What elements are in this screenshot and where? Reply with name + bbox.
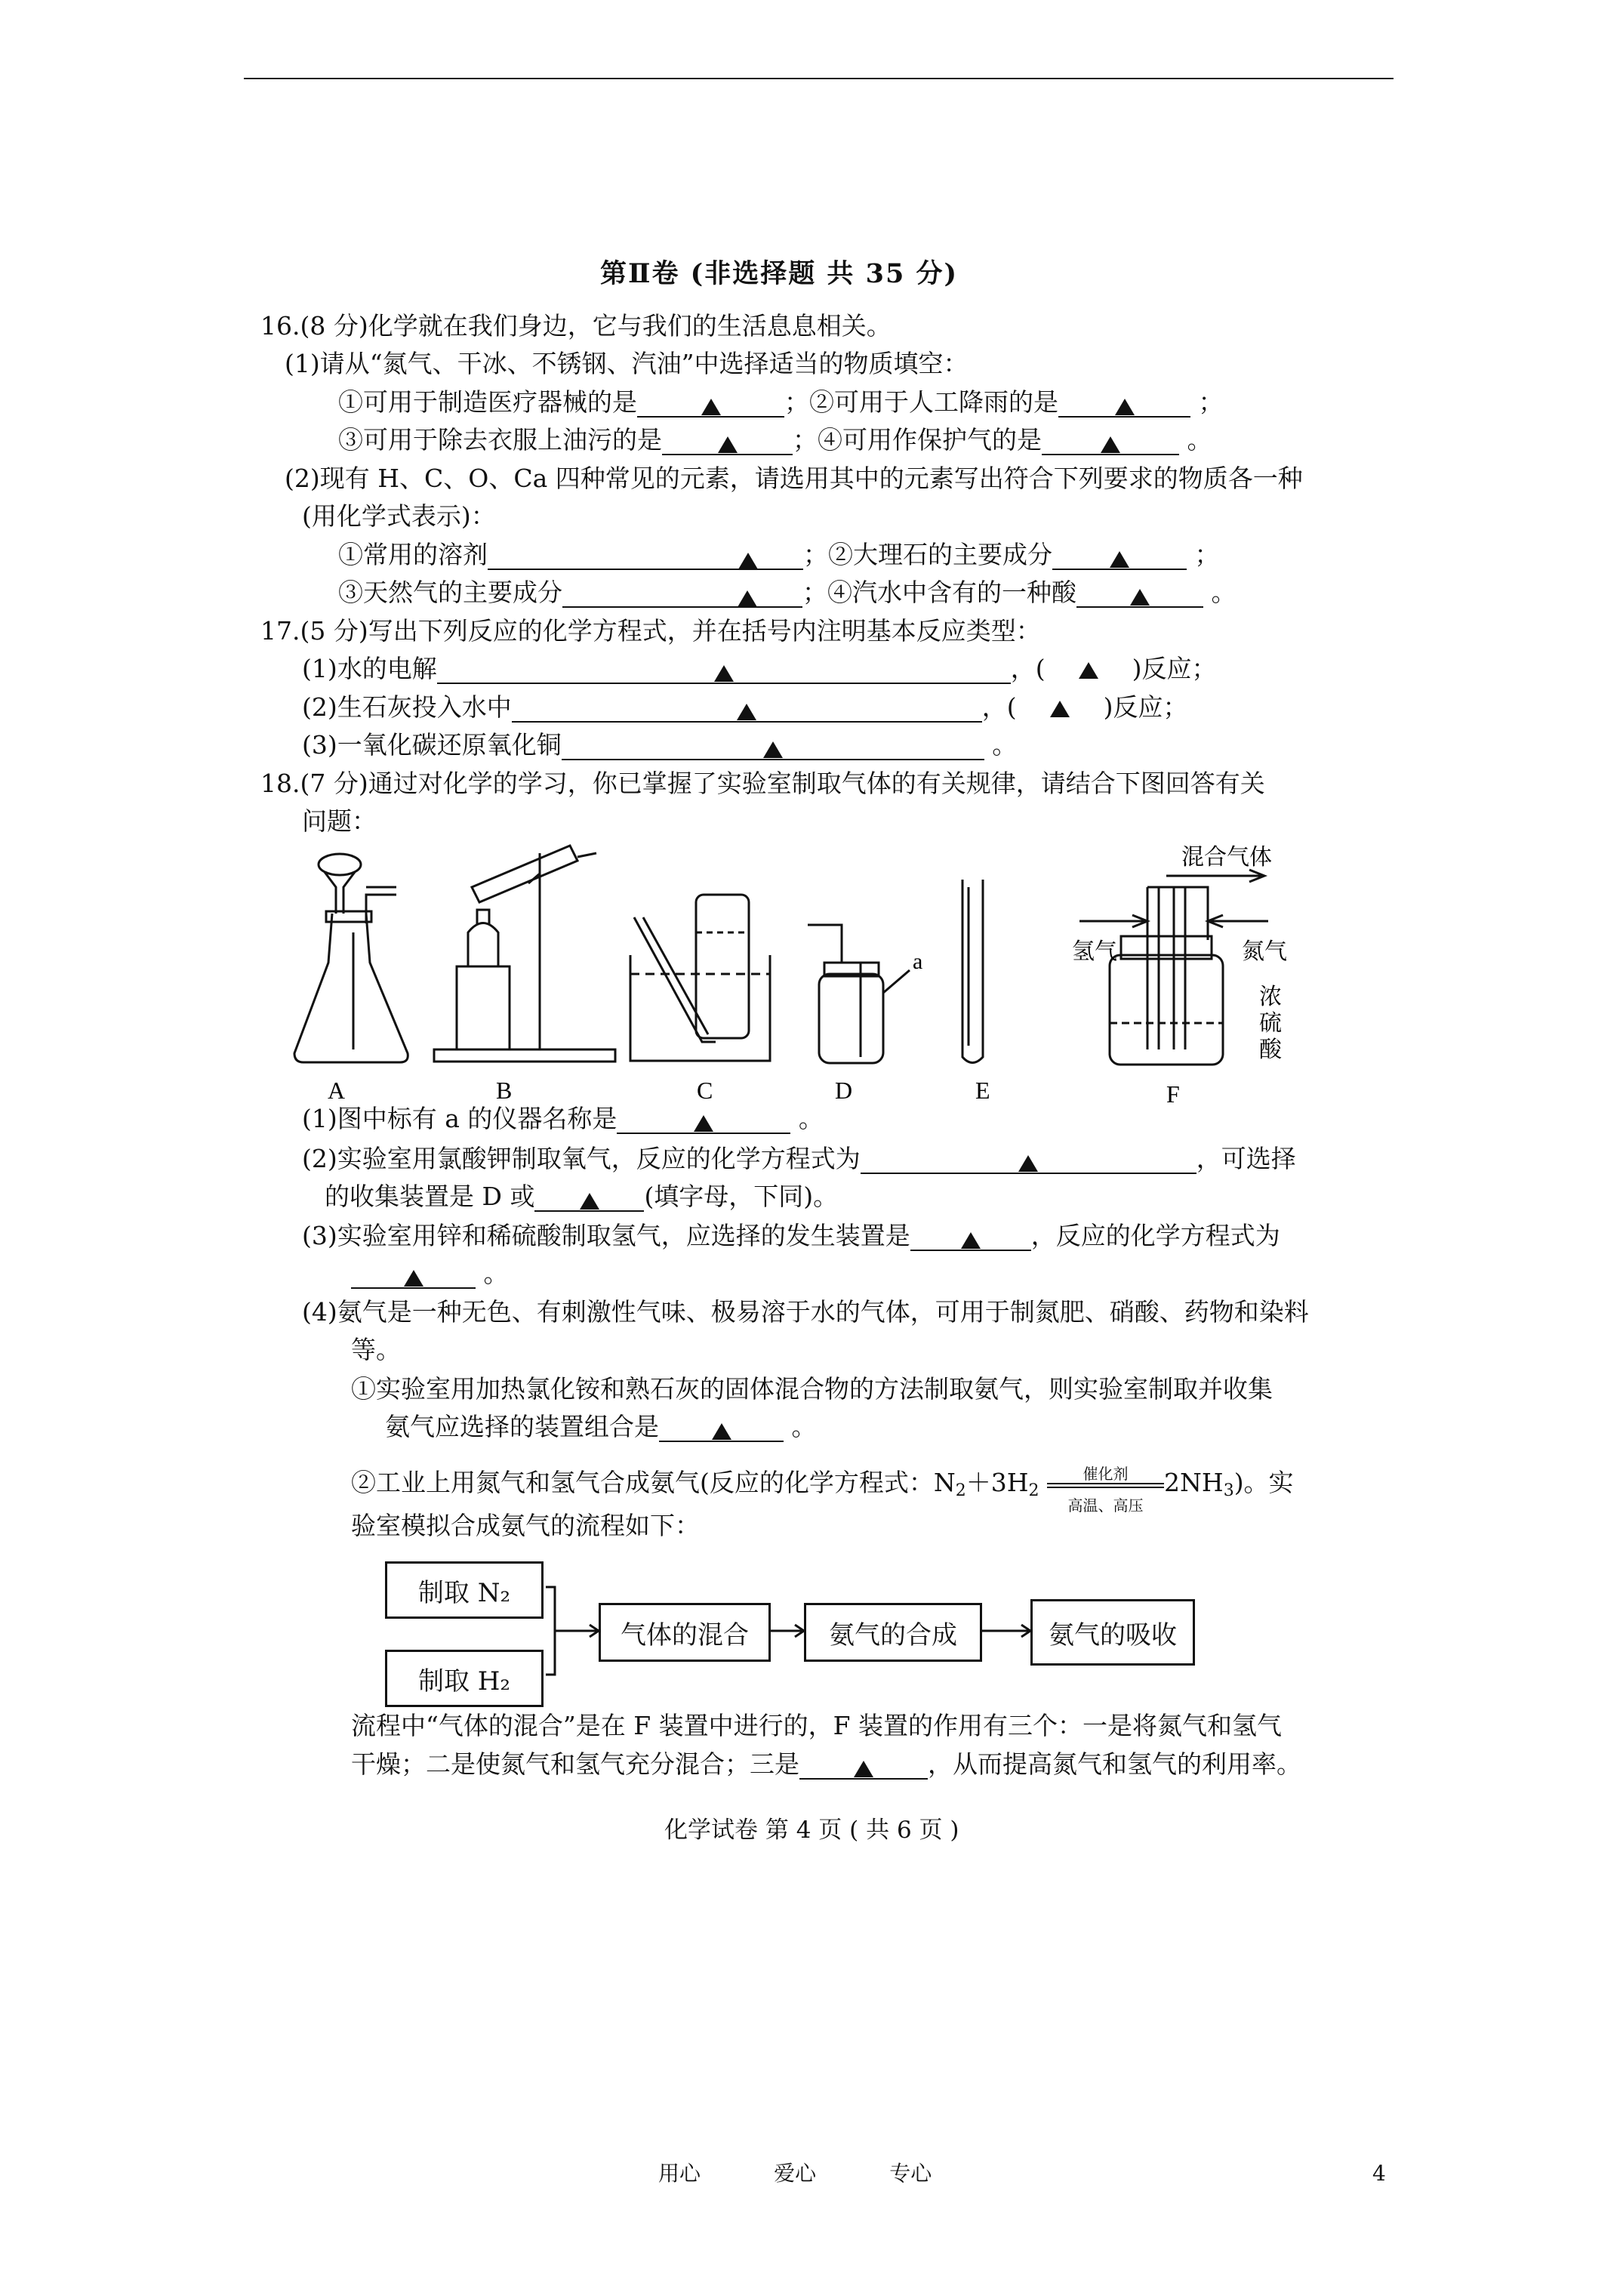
q18-p3-tail: ，反应的化学方程式为 xyxy=(1030,1221,1280,1250)
q18-p4a-row2 xyxy=(385,1412,817,1442)
answer-blank[interactable] xyxy=(799,1752,928,1780)
q18-p4b-row1 xyxy=(351,1465,1294,1515)
triangle-icon xyxy=(1079,662,1098,679)
q18-p3-text: (3)实验室用锌和稀硫酸制取氢气，应选择的发生装置是 xyxy=(302,1221,910,1250)
q18-p4b-2: 验室模拟合成氨气的流程如下： xyxy=(351,1511,700,1540)
q18-p2-2b: (填字母，下同)。 xyxy=(644,1182,839,1211)
q16-p1-row1 xyxy=(338,387,1224,418)
label-acid-3: 酸 xyxy=(1259,1037,1282,1062)
answer-blank[interactable] xyxy=(534,1185,644,1212)
q16-p2-b1-text: ③天然气的主要成分 xyxy=(338,578,562,607)
period: 。 xyxy=(1203,578,1236,607)
page-number: 4 xyxy=(1372,2161,1386,2186)
equals-line-top xyxy=(1047,1483,1164,1484)
flow-step-gas-mixing: 气体的混合 xyxy=(599,1603,771,1662)
q16-p1-b1-text: ③可用于除去衣服上油污的是 xyxy=(338,425,662,455)
q17-l2-text: (2)生石灰投入水中 xyxy=(302,692,512,722)
answer-blank[interactable] xyxy=(562,582,802,608)
q18-p2-row2 xyxy=(325,1182,838,1212)
period: 。 xyxy=(790,1104,824,1133)
label-n2: 氮气 xyxy=(1242,939,1287,964)
subscript: 2 xyxy=(955,1481,966,1500)
semicolon: ； xyxy=(1190,387,1224,417)
triangle-icon xyxy=(1101,436,1120,453)
answer-blank[interactable] xyxy=(617,1107,790,1134)
q18-p2-2a: 的收集装置是 D 或 xyxy=(325,1182,535,1211)
flow-step-make-n2: 制取 N₂ xyxy=(385,1561,544,1619)
fig-label-a: A xyxy=(328,1077,346,1104)
q18-p4b-1a: ②工业上用氮气和氢气合成氨气(反应的化学方程式：N xyxy=(351,1468,956,1497)
triangle-icon xyxy=(718,436,738,453)
q18-p4a-1: ①实验室用加热氯化铵和熟石灰的固体混合物的方法制取氨气，则实验室制取并收集 xyxy=(351,1374,1273,1404)
apparatus-c xyxy=(630,895,770,1061)
q18-tail-2b: ，从而提高氮气和氢气的利用率。 xyxy=(928,1749,1301,1779)
answer-blank[interactable] xyxy=(662,428,793,455)
q16-p2-a1-text: ①常用的溶剂 xyxy=(338,540,488,569)
q18-p4a-2: 氨气应选择的装置组合是 xyxy=(385,1412,659,1441)
section-title: 第Ⅱ卷 (非选择题 共 35 分) xyxy=(600,258,959,289)
fig-label-d: D xyxy=(835,1077,853,1104)
apparatus-f xyxy=(1079,870,1268,1065)
motto-1: 用心 xyxy=(658,2161,701,2186)
fig-label-f: F xyxy=(1166,1080,1180,1108)
q16-p2-row2 xyxy=(338,578,1236,608)
semicolon: ； xyxy=(1187,540,1220,569)
triangle-icon xyxy=(712,1423,731,1440)
period: 。 xyxy=(784,1412,817,1441)
answer-blank[interactable] xyxy=(659,1415,784,1442)
answer-blank[interactable] xyxy=(637,390,784,418)
q18-p3-row1 xyxy=(302,1221,1280,1251)
q17-row1 xyxy=(302,654,1217,684)
q16-p1-a2-text: ；②可用于人工降雨的是 xyxy=(784,387,1058,417)
triangle-icon xyxy=(1050,701,1070,717)
triangle-icon xyxy=(580,1193,599,1210)
equals-line-bottom xyxy=(1047,1487,1164,1488)
q16-p2-a2-text: ；②大理石的主要成分 xyxy=(803,540,1052,569)
paren-close: )反应； xyxy=(1103,692,1188,722)
q18-p2-tail: ，可选择 xyxy=(1196,1144,1296,1173)
answer-blank[interactable] xyxy=(562,733,984,760)
q16-p2-intro-2: (用化学式表示)： xyxy=(302,501,496,531)
q16-p2-intro-1: (2)现有 H、C、O、Ca 四种常见的元素，请选用其中的元素写出符合下列要求的物质各一种 xyxy=(285,464,1303,493)
triangle-icon xyxy=(737,704,756,720)
motto-3: 专心 xyxy=(889,2161,932,2186)
apparatus-b xyxy=(434,846,615,1062)
triangle-icon xyxy=(854,1761,873,1777)
q16-p1-intro: (1)请从“氮气、干冰、不锈钢、汽油”中选择适当的物质填空： xyxy=(285,349,969,378)
paren-open: ，( xyxy=(1010,654,1046,683)
q16-p1-b2-text: ；④可用作保护气的是 xyxy=(793,425,1042,455)
triangle-icon xyxy=(1110,551,1129,568)
q18-p1 xyxy=(302,1104,824,1134)
q18-tail-2a: 干燥；二是使氮气和氢气充分混合；三是 xyxy=(351,1749,799,1779)
paren-close: )反应； xyxy=(1132,654,1217,683)
subscript: 3 xyxy=(1223,1481,1234,1500)
label-h2: 氢气 xyxy=(1072,939,1117,964)
triangle-icon xyxy=(404,1270,423,1287)
answer-blank[interactable] xyxy=(512,695,982,723)
answer-blank[interactable] xyxy=(488,544,803,570)
q18-tail-row2 xyxy=(351,1749,1301,1780)
period: 。 xyxy=(984,730,1018,760)
q18-tail-1: 流程中“气体的混合”是在 F 装置中进行的，F 装置的作用有三个：一是将氮气和氢气 xyxy=(351,1711,1283,1740)
q16-p1-row2 xyxy=(338,425,1212,455)
triangle-icon xyxy=(738,590,757,607)
q18-p2-row1 xyxy=(302,1144,1296,1174)
q18-stem-2: 问题： xyxy=(302,806,377,836)
q17-stem: 17.(5 分)写出下列反应的化学方程式，并在括号内注明基本反应类型： xyxy=(260,616,1041,646)
q18-p4b-1c: 2NH xyxy=(1164,1468,1224,1497)
fig-label-c: C xyxy=(697,1077,713,1104)
fig-label-b: B xyxy=(496,1077,513,1104)
q18-p3-row2 xyxy=(351,1259,509,1289)
period: 。 xyxy=(1179,425,1212,455)
q16-p1-a1-text: ①可用于制造医疗器械的是 xyxy=(338,387,637,417)
condition-label: 高温、高压 xyxy=(1067,1496,1144,1515)
triangle-icon xyxy=(701,399,721,415)
answer-blank[interactable] xyxy=(861,1147,1196,1174)
label-a: a xyxy=(913,949,923,974)
flow-step-ammonia-synthesis: 氨气的合成 xyxy=(804,1603,982,1662)
motto-2: 爱心 xyxy=(774,2161,817,2186)
paper-footer: 化学试卷 第 4 页 ( 共 6 页 ) xyxy=(664,1817,959,1844)
q18-p4b-1d: )。实 xyxy=(1233,1468,1294,1497)
catalyst-label: 催化剂 xyxy=(1083,1465,1129,1483)
q18-p1-text: (1)图中标有 a 的仪器名称是 xyxy=(302,1104,617,1133)
plus-3h: ＋3H xyxy=(965,1468,1029,1497)
answer-blank[interactable] xyxy=(351,1262,476,1289)
q16-p2-b2-text: ；④汽水中含有的一种酸 xyxy=(802,578,1076,607)
reaction-arrow xyxy=(1047,1465,1164,1515)
answer-blank[interactable] xyxy=(910,1224,1031,1251)
reaction-type-blank[interactable] xyxy=(1046,654,1132,684)
answer-blank[interactable] xyxy=(1076,581,1203,608)
q18-p4-1: (4)氨气是一种无色、有刺激性气味、极易溶于水的气体，可用于制氮肥、硝酸、药物和染料 xyxy=(302,1297,1309,1327)
q18-p2-text: (2)实验室用氯酸钾制取氧气，反应的化学方程式为 xyxy=(302,1144,861,1173)
answer-blank[interactable] xyxy=(437,657,1011,684)
q17-row2 xyxy=(302,692,1188,723)
triangle-icon xyxy=(738,553,758,569)
label-acid-2: 硫 xyxy=(1259,1011,1282,1036)
subscript: 2 xyxy=(1028,1481,1039,1500)
motto xyxy=(658,2157,1001,2187)
apparatus-a xyxy=(294,854,408,1062)
label-acid-1: 浓 xyxy=(1259,985,1282,1009)
triangle-icon xyxy=(694,1115,713,1132)
period: 。 xyxy=(476,1259,509,1288)
q17-l1-text: (1)水的电解 xyxy=(302,654,437,683)
paren-open: ，( xyxy=(981,692,1017,722)
apparatus-d xyxy=(808,925,910,1063)
answer-blank[interactable] xyxy=(1052,543,1187,570)
flow-step-ammonia-absorption: 氨气的吸收 xyxy=(1030,1599,1195,1666)
apparatus-e xyxy=(962,880,983,1063)
answer-blank[interactable] xyxy=(1058,390,1190,418)
q18-stem-1: 18.(7 分)通过对化学的学习，你已掌握了实验室制取气体的有关规律，请结合下图回答有关 xyxy=(260,769,1265,798)
apparatus-figure xyxy=(279,842,1374,1114)
answer-blank[interactable] xyxy=(1042,428,1179,455)
label-mixed-gas: 混合气体 xyxy=(1181,845,1272,870)
triangle-icon xyxy=(1115,399,1135,415)
q17-row3 xyxy=(302,730,1017,760)
triangle-icon xyxy=(1130,589,1150,606)
triangle-icon xyxy=(763,741,783,758)
triangle-icon xyxy=(714,665,734,682)
top-rule xyxy=(244,78,1394,79)
triangle-icon xyxy=(1018,1155,1038,1172)
flow-step-make-h2: 制取 H₂ xyxy=(385,1650,544,1707)
reaction-type-blank[interactable] xyxy=(1017,692,1104,723)
q17-l3-text: (3)一氧化碳还原氧化铜 xyxy=(302,730,562,760)
q18-p4-2: 等。 xyxy=(351,1335,401,1364)
fig-label-e: E xyxy=(975,1077,990,1104)
q16-stem: 16.(8 分)化学就在我们身边，它与我们的生活息息相关。 xyxy=(260,311,892,341)
triangle-icon xyxy=(961,1232,981,1249)
q16-p2-row1 xyxy=(338,540,1220,570)
